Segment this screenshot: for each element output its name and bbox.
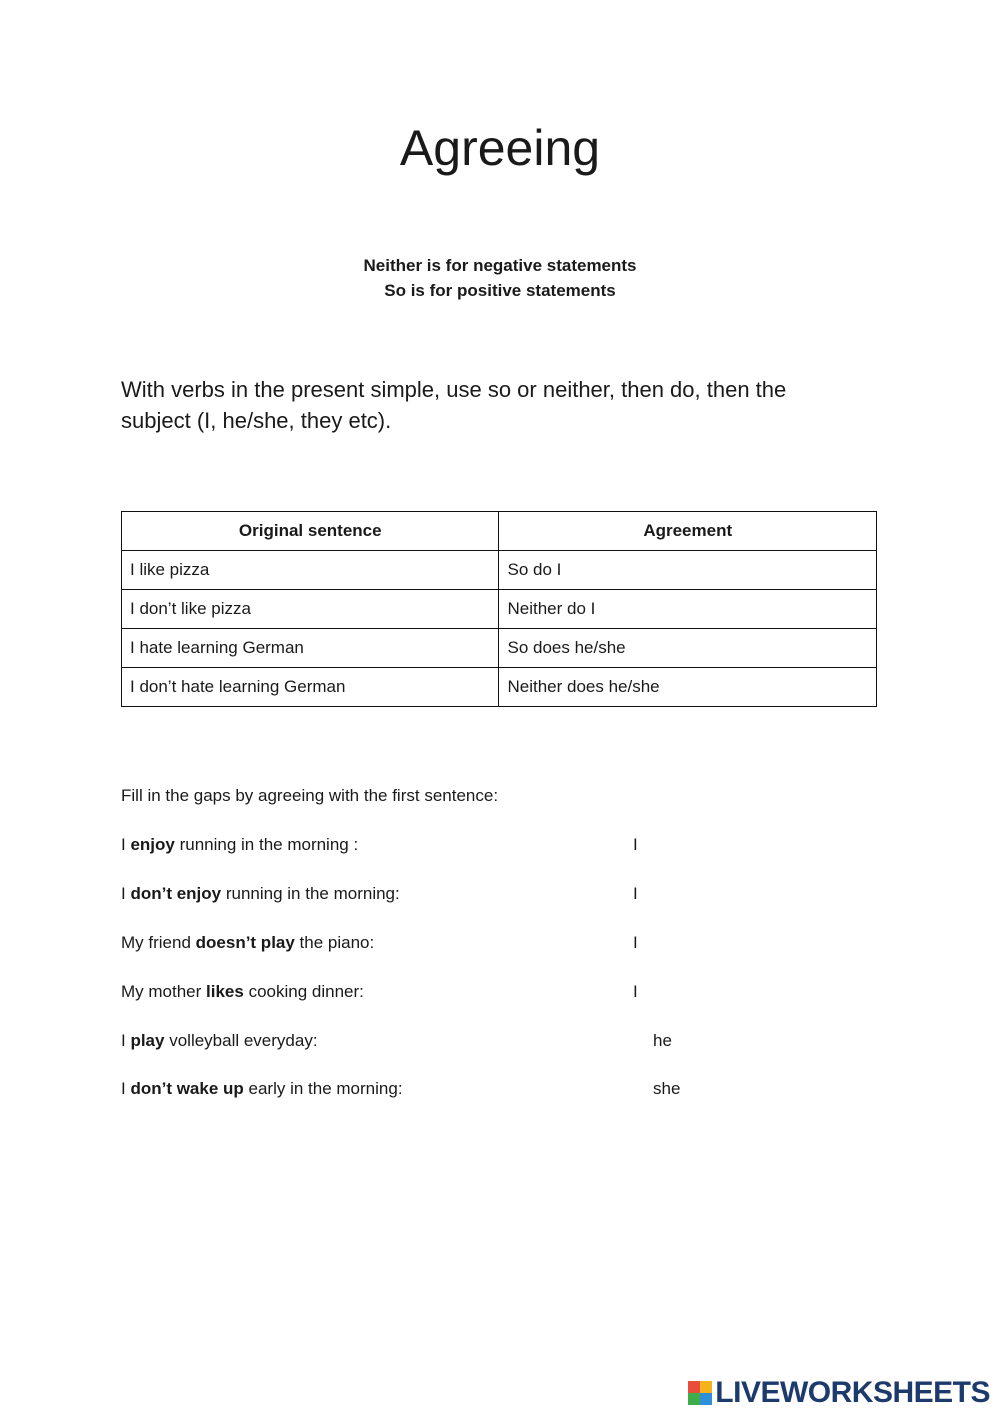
exercise-item bbox=[121, 1031, 881, 1055]
exercise-sentence: My friend doesn’t play the piano: bbox=[121, 933, 375, 952]
exercise-sentence: I don’t enjoy running in the morning: bbox=[121, 884, 400, 903]
reference-table bbox=[121, 511, 877, 707]
logo-square-1 bbox=[688, 1381, 700, 1393]
rule-negative: Neither is for negative statements bbox=[363, 256, 637, 275]
liveworksheets-brand bbox=[688, 1376, 990, 1410]
rules-block bbox=[0, 253, 1000, 303]
exercise-subject: he bbox=[653, 1031, 672, 1050]
exercise-item bbox=[121, 1079, 881, 1103]
brand-wordmark: LIVEWORKSHEETS bbox=[715, 1376, 990, 1409]
logo-square-3 bbox=[688, 1393, 700, 1405]
table-cell-agreement: So does he/she bbox=[499, 629, 877, 668]
table-cell-original: I don’t like pizza bbox=[122, 590, 499, 629]
intro-paragraph: With verbs in the present simple, use so or neither, then do, then the subject (I, he/she, they etc). bbox=[121, 377, 787, 433]
logo-square-4 bbox=[700, 1393, 712, 1405]
logo-square-2 bbox=[700, 1381, 712, 1393]
table-cell-original: I like pizza bbox=[122, 551, 499, 590]
table-cell-original: I don’t hate learning German bbox=[122, 668, 499, 707]
exercise-subject: I bbox=[633, 982, 638, 1001]
table-row bbox=[122, 551, 877, 590]
table-row bbox=[122, 590, 877, 629]
exercise-item bbox=[121, 884, 881, 908]
exercise-subject: I bbox=[633, 835, 638, 854]
header-agreement: Agreement bbox=[499, 512, 877, 551]
exercise-item bbox=[121, 982, 881, 1006]
table-header-row bbox=[122, 512, 877, 551]
page-title: Agreeing bbox=[399, 120, 601, 176]
exercise-sentence: I don’t wake up early in the morning: bbox=[121, 1079, 403, 1098]
table-row bbox=[122, 629, 877, 668]
exercise-instruction: Fill in the gaps by agreeing with the first sentence: bbox=[121, 786, 499, 805]
exercise-item bbox=[121, 835, 881, 859]
exercise-item bbox=[121, 933, 881, 957]
exercise-sentence: My mother likes cooking dinner: bbox=[121, 982, 364, 1001]
rule-positive: So is for positive statements bbox=[384, 281, 616, 300]
exercise-sentence: I play volleyball everyday: bbox=[121, 1031, 318, 1050]
liveworksheets-logo-icon bbox=[688, 1381, 712, 1405]
exercise-sentence: I enjoy running in the morning : bbox=[121, 835, 359, 854]
exercise-subject: I bbox=[633, 933, 638, 952]
table-cell-original: I hate learning German bbox=[122, 629, 499, 668]
table-row bbox=[122, 668, 877, 707]
table-cell-agreement: So do I bbox=[499, 551, 877, 590]
exercise-subject: I bbox=[633, 884, 638, 903]
table-cell-agreement: Neither do I bbox=[499, 590, 877, 629]
table-cell-agreement: Neither does he/she bbox=[499, 668, 877, 707]
header-original-sentence: Original sentence bbox=[122, 512, 499, 551]
exercise-subject: she bbox=[653, 1079, 681, 1098]
